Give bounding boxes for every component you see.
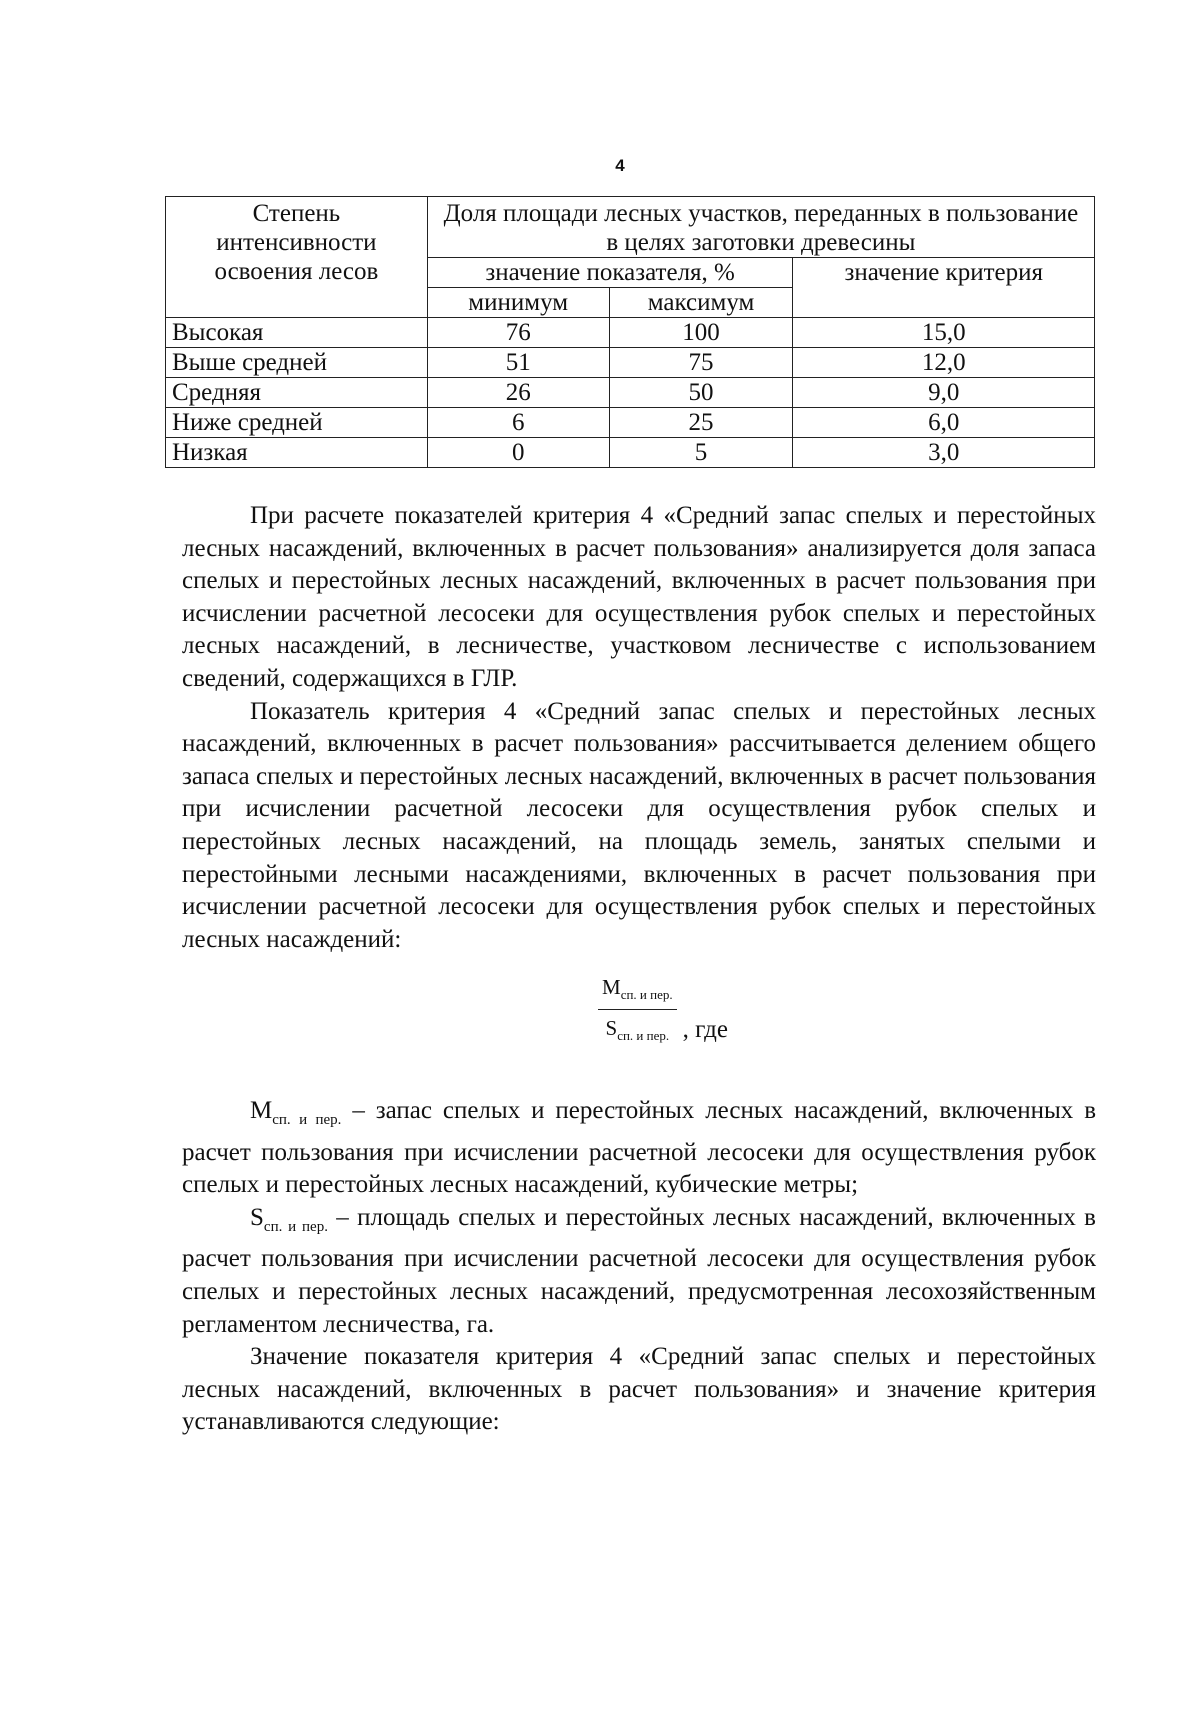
header-max: максимум: [609, 288, 793, 318]
table-header-row: [166, 197, 1095, 258]
row-degree: Высокая: [166, 318, 428, 348]
definition-s: $S_{сп. и пер.}$ – площадь спелых и перестойных лесных насаждений, включенных в расчет пользования при исчислении расчетной лесосеки для осуществления рубок спелых и перестойных лесных насаждений, предусмотренная лесохозяйственным регламентом лесничества, га.: [182, 1203, 1096, 1338]
header-min: минимум: [427, 288, 609, 318]
row-degree: Низкая: [166, 438, 428, 468]
row-degree: Средняя: [166, 378, 428, 408]
row-criterion: 6,0: [793, 408, 1095, 438]
row-min: 6: [427, 408, 609, 438]
row-max: 25: [609, 408, 793, 438]
row-max: 75: [609, 348, 793, 378]
row-min: 76: [427, 318, 609, 348]
row-criterion: 12,0: [793, 348, 1095, 378]
row-criterion: 3,0: [793, 438, 1095, 468]
definition-s-symbol: $S_{сп. и пер.}$: [250, 1203, 328, 1235]
row-max: 5: [609, 438, 793, 468]
table-row: [166, 318, 1095, 348]
definition-m-symbol: $M_{сп. и пер.}$: [250, 1097, 342, 1128]
table-row: [166, 438, 1095, 468]
body-text-upper: [182, 500, 1096, 956]
formula-suffix: , где: [682, 1015, 728, 1043]
table-row: [166, 348, 1095, 378]
formula-numerator: $M_{сп. и пер.}$: [598, 975, 677, 1010]
row-criterion: 9,0: [793, 378, 1095, 408]
row-degree: Ниже средней: [166, 408, 428, 438]
formula-denominator: $S_{сп. и пер.}$: [605, 1016, 670, 1044]
header-criterion-value: значение критерия: [793, 258, 1095, 318]
table-row: [166, 408, 1095, 438]
table-row: [166, 378, 1095, 408]
row-min: 51: [427, 348, 609, 378]
formula-fraction: [598, 975, 677, 1044]
header-degree: Степень интенсивности освоения лесов: [166, 197, 428, 318]
header-indicator-value: значение показателя, %: [427, 258, 793, 288]
criteria-table: [165, 196, 1095, 468]
paragraph-calculation: Показатель критерия 4 «Средний запас спелых и перестойных лесных насаждений, включенных в расчет пользования» рассчитывается делением общего запаса спелых и перестойных лесных насаждений, включенных в расчет пользования при исчислении расчетной лесосеки для осуществления рубок спелых и перестойных лесных насаждений, на площадь земель, занятых спелыми и перестойными лесными насаждениями, включенных в расчет пользования при исчислении расчетной лесосеки для осуществления рубок спелых и перестойных лесных насаждений:: [182, 697, 1096, 953]
header-share: Доля площади лесных участков, переданных в пользование в целях заготовки древесины: [427, 197, 1094, 258]
row-degree: Выше средней: [166, 348, 428, 378]
row-min: 26: [427, 378, 609, 408]
body-text-lower: [182, 1095, 1096, 1439]
paragraph-values: Значение показателя критерия 4 «Средний запас спелых и перестойных лесных насаждений, включенных в расчет пользования» и значение критерия устанавливаются следующие:: [182, 1343, 1096, 1436]
row-criterion: 15,0: [793, 318, 1095, 348]
row-max: 50: [609, 378, 793, 408]
row-max: 100: [609, 318, 793, 348]
formula: [598, 975, 728, 1044]
paragraph-analysis: При расчете показателей критерия 4 «Средний запас спелых и перестойных лесных насаждений, включенных в расчет пользования» анализируется доля запаса спелых и перестойных лесных насаждений, включенных в расчет пользования при исчислении расчетной лесосеки для осуществления рубок спелых и перестойных лесных насаждений, в лесничестве, участковом лесничестве с использованием сведений, содержащихся в ГЛР.: [182, 502, 1096, 692]
row-min: 0: [427, 438, 609, 468]
definition-m: $M_{сп. и пер.}$ – запас спелых и перестойных лесных насаждений, включенных в расчет пользования при исчислении расчетной лесосеки для осуществления рубок спелых и перестойных лесных насаждений, кубические метры;: [182, 1097, 1096, 1199]
page-number: 4: [615, 156, 625, 175]
